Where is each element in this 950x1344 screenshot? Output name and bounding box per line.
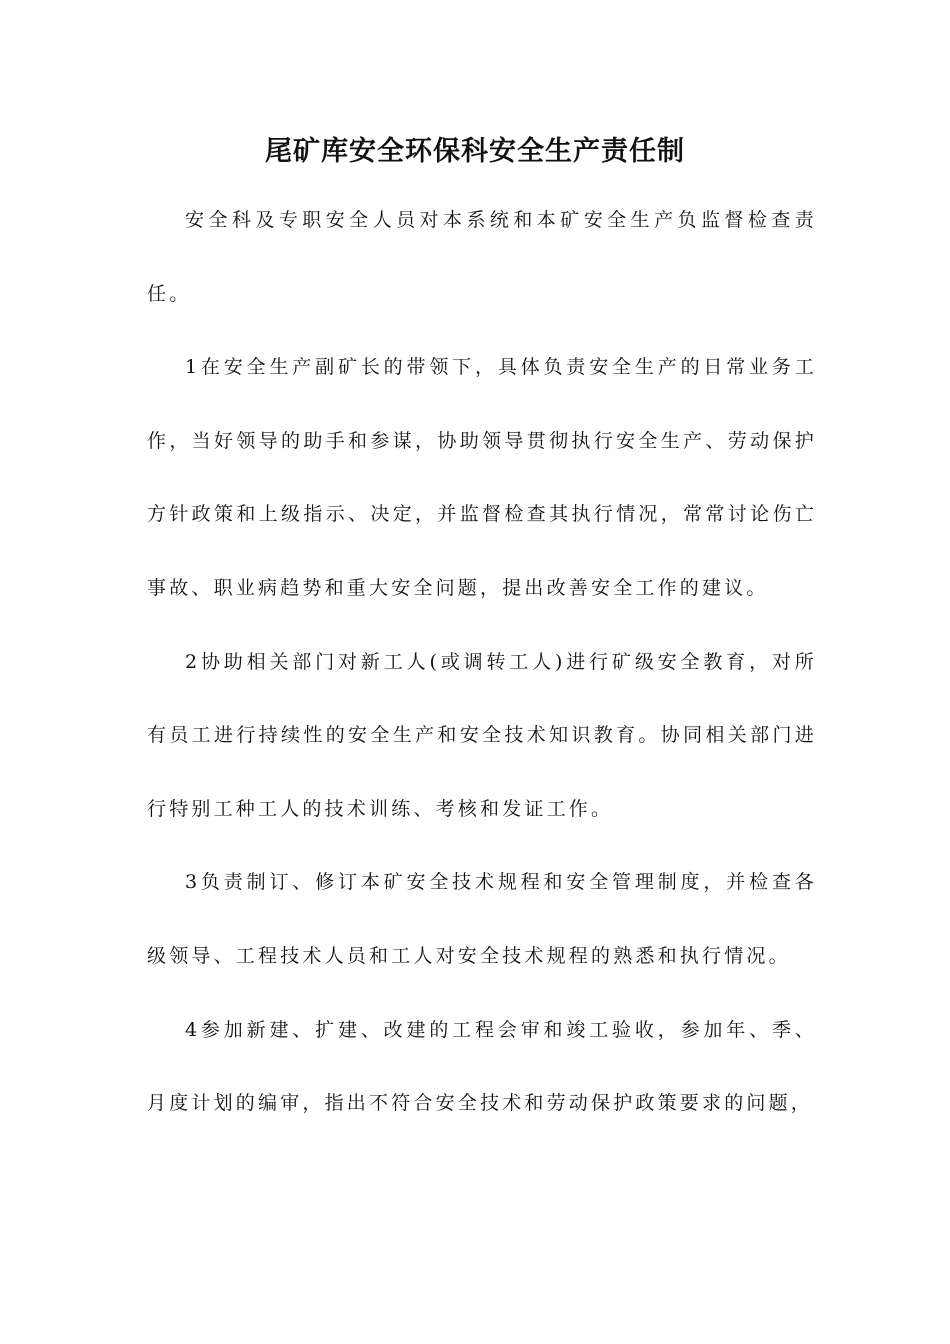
document-body xyxy=(147,184,817,1141)
document-title: 尾矿库安全环保科安全生产责任制 xyxy=(265,136,685,167)
paragraph-item-4: 4参加新建、扩建、改建的工程会审和竣工验收，参加年、季、月度计划的编审，指出不符合安全技术和劳动保护政策要求的问题， xyxy=(147,1018,817,1115)
paragraph-intro: 安全科及专职安全人员对本系统和本矿安全生产负监督检查责任。 xyxy=(147,209,817,305)
paragraph-item-2: 2协助相关部门对新工人(或调转工人)进行矿级安全教育，对所有员工进行持续性的安全生产和安全技术知识教育。协同相关部门进行特别工种工人的技术训练、考核和发证工作。 xyxy=(147,650,817,820)
paragraph-item-3: 3负责制订、修订本矿安全技术规程和安全管理制度，并检查各级领导、工程技术人员和工人对安全技术规程的熟悉和执行情况。 xyxy=(147,871,817,967)
paragraph-item-1: 1在安全生产副矿长的带领下，具体负责安全生产的日常业务工作，当好领导的助手和参谋，协助领导贯彻执行安全生产、劳动保护方针政策和上级指示、决定，并监督检查其执行情况，常常讨论伤亡事故、职业病趋势和重大安全问题，提出改善安全工作的建议。 xyxy=(147,356,817,599)
